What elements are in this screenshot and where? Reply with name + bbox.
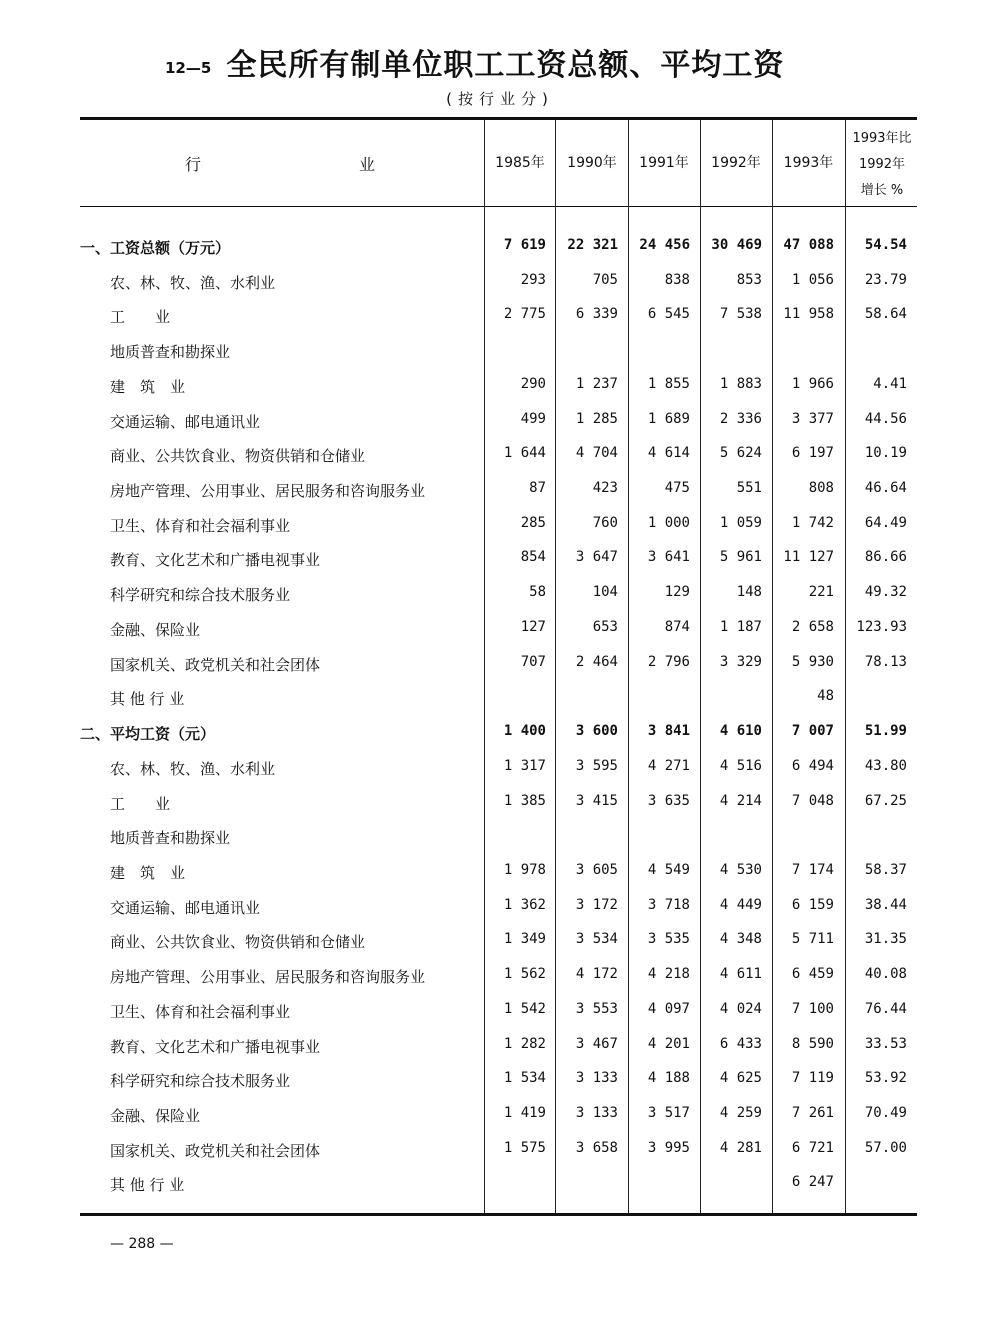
cell-value: 6 197	[791, 445, 834, 462]
cell-value: 87	[529, 480, 546, 497]
cell-value: 43.80	[864, 757, 907, 774]
cell-value: 4 348	[719, 931, 762, 948]
cell-value: 854	[520, 549, 546, 566]
column-header-1993: 1993年	[783, 155, 834, 171]
cell-value: 6 339	[575, 306, 618, 323]
table-row	[0, 1167, 1000, 1201]
cell-value: 3 600	[575, 723, 618, 740]
cell-value: 653	[592, 618, 618, 635]
row-label: 金融、保险业	[110, 1107, 201, 1125]
row-label: 农、林、牧、渔、水利业	[110, 273, 276, 292]
row-label: 交通运输、邮电通讯业	[110, 898, 261, 917]
row-label: 国家机关、政党机关和社会团体	[110, 1141, 321, 1160]
cell-value: 76.44	[864, 1000, 907, 1017]
cell-value: 11 958	[783, 306, 834, 323]
cell-value: 1 282	[503, 1035, 546, 1052]
table-row	[0, 369, 1000, 403]
cell-value: 22 321	[567, 237, 618, 253]
cell-value: 8 590	[791, 1035, 834, 1052]
cell-value: 4 097	[647, 1000, 690, 1017]
cell-value: 104	[592, 584, 618, 601]
cell-value: 1 966	[791, 375, 834, 392]
cell-value: 58.64	[864, 306, 907, 323]
cell-value: 33.53	[864, 1035, 907, 1052]
table-row	[0, 1133, 1000, 1167]
cell-value: 6 721	[791, 1139, 834, 1156]
table-row	[0, 612, 1000, 646]
table-row	[0, 924, 1000, 958]
cell-value: 4 704	[575, 445, 618, 462]
row-label: 商业、公共饮食业、物资供销和仓储业	[110, 933, 366, 952]
cell-value: 4 449	[719, 896, 762, 913]
row-label: 地质普查和勘探业	[110, 829, 231, 848]
cell-value: 6 433	[719, 1035, 762, 1052]
cell-value: 23.79	[864, 271, 907, 288]
cell-value: 4 614	[647, 445, 690, 462]
row-label: 房地产管理、公用事业、居民服务和咨询服务业	[110, 968, 426, 987]
table-row	[0, 890, 1000, 924]
table-row	[0, 959, 1000, 993]
cell-value: 3 172	[575, 896, 618, 913]
cell-value: 1 056	[791, 271, 834, 288]
cell-value: 44.56	[864, 410, 907, 427]
cell-value: 49.32	[864, 584, 907, 601]
cell-value: 6 459	[791, 966, 834, 983]
cell-value: 4 516	[719, 757, 762, 774]
column-header-industry	[185, 152, 375, 175]
cell-value: 2 658	[791, 618, 834, 635]
header-rule	[80, 206, 917, 207]
cell-value: 3 377	[791, 410, 834, 427]
cell-value: 7 048	[791, 792, 834, 809]
table-row	[0, 577, 1000, 611]
cell-value: 54.54	[864, 237, 907, 253]
cell-value: 3 133	[575, 1070, 618, 1087]
cell-value: 1 237	[575, 375, 618, 392]
table-row	[0, 647, 1000, 681]
cell-value: 290	[520, 375, 546, 392]
cell-value: 4 611	[719, 966, 762, 983]
cell-value: 51.99	[864, 723, 907, 740]
top-rule	[80, 117, 917, 120]
cell-value: 11 127	[783, 549, 834, 566]
row-label: 二、平均工资（元）	[80, 725, 216, 744]
cell-value: 838	[664, 271, 690, 288]
cell-value: 3 641	[647, 549, 690, 566]
growth-header-line: 增长 %	[860, 183, 904, 198]
cell-value: 58.37	[864, 861, 907, 878]
cell-value: 7 619	[503, 237, 546, 253]
cell-value: 3 415	[575, 792, 618, 809]
cell-value: 221	[808, 584, 834, 601]
cell-value: 874	[664, 618, 690, 635]
cell-value: 64.49	[864, 514, 907, 531]
row-label: 建 筑 业	[110, 863, 186, 882]
cell-value: 2 464	[575, 653, 618, 670]
cell-value: 1 542	[503, 1000, 546, 1017]
cell-value: 1 317	[503, 757, 546, 774]
cell-value: 1 349	[503, 931, 546, 948]
cell-value: 499	[520, 410, 546, 427]
cell-value: 10.19	[864, 445, 907, 462]
cell-value: 5 961	[719, 549, 762, 566]
bottom-rule	[80, 1213, 917, 1216]
cell-value: 1 644	[503, 445, 546, 462]
table-row	[0, 299, 1000, 333]
row-label: 国家机关、政党机关和社会团体	[110, 655, 321, 674]
cell-value: 7 119	[791, 1070, 834, 1087]
row-label: 工 业	[110, 794, 171, 813]
cell-value: 3 517	[647, 1105, 690, 1121]
cell-value: 53.92	[864, 1070, 907, 1087]
cell-value: 148	[736, 584, 762, 601]
cell-value: 705	[592, 271, 618, 288]
cell-value: 1 883	[719, 375, 762, 392]
cell-value: 1 419	[503, 1105, 546, 1121]
cell-value: 1 059	[719, 514, 762, 531]
cell-value: 4 610	[719, 723, 762, 740]
cell-value: 47 088	[783, 237, 834, 253]
table-row	[0, 1063, 1000, 1097]
cell-value: 7 174	[791, 861, 834, 878]
cell-value: 7 007	[791, 723, 834, 740]
column-header-1985: 1985年	[495, 155, 545, 171]
cell-value: 1 534	[503, 1070, 546, 1087]
cell-value: 4 530	[719, 861, 762, 878]
cell-value: 1 385	[503, 792, 546, 809]
cell-value: 2 775	[503, 306, 546, 323]
table-row	[0, 786, 1000, 820]
row-label: 一、工资总额（万元）	[80, 239, 231, 257]
cell-value: 7 261	[791, 1105, 834, 1121]
cell-value: 127	[520, 618, 546, 635]
cell-value: 293	[520, 271, 546, 288]
cell-value: 853	[736, 271, 762, 288]
table-row	[0, 542, 1000, 576]
cell-value: 1 562	[503, 966, 546, 983]
table-row	[0, 265, 1000, 299]
cell-value: 78.13	[864, 653, 907, 670]
cell-value: 5 711	[791, 931, 834, 948]
cell-value: 3 635	[647, 792, 690, 809]
table-number: 12—5	[165, 59, 212, 77]
cell-value: 3 841	[647, 723, 690, 740]
cell-value: 3 647	[575, 549, 618, 566]
cell-value: 30 469	[711, 237, 762, 253]
row-label: 工 业	[110, 308, 171, 327]
cell-value: 58	[529, 584, 546, 601]
cell-value: 86.66	[864, 549, 907, 566]
cell-value: 4 214	[719, 792, 762, 809]
table-row	[0, 751, 1000, 785]
cell-value: 7 100	[791, 1000, 834, 1017]
cell-value: 1 742	[791, 514, 834, 531]
cell-value: 6 545	[647, 306, 690, 323]
cell-value: 808	[808, 480, 834, 497]
table-title	[165, 40, 784, 84]
cell-value: 57.00	[864, 1139, 907, 1156]
cell-value: 48	[817, 688, 834, 705]
column-header-growth	[846, 126, 918, 204]
cell-value: 4 172	[575, 966, 618, 983]
cell-value: 46.64	[864, 480, 907, 497]
cell-value: 4 625	[719, 1070, 762, 1087]
table-row	[0, 855, 1000, 889]
cell-value: 7 538	[719, 306, 762, 323]
cell-value: 1 689	[647, 410, 690, 427]
cell-value: 4 201	[647, 1035, 690, 1052]
cell-value: 551	[736, 480, 762, 497]
cell-value: 285	[520, 514, 546, 531]
cell-value: 3 595	[575, 757, 618, 774]
table-row	[0, 1029, 1000, 1063]
cell-value: 6 494	[791, 757, 834, 774]
table-row	[0, 404, 1000, 438]
column-header-1992: 1992年	[711, 155, 761, 171]
row-label: 卫生、体育和社会福利事业	[110, 516, 291, 535]
cell-value: 1 978	[503, 861, 546, 878]
growth-header-line: 1993年比	[852, 131, 912, 146]
cell-value: 6 159	[791, 896, 834, 913]
table-row	[0, 438, 1000, 472]
cell-value: 423	[592, 480, 618, 497]
cell-value: 4 259	[719, 1105, 762, 1121]
cell-value: 1 362	[503, 896, 546, 913]
cell-value: 4 024	[719, 1000, 762, 1017]
industry-header-char: 业	[358, 155, 375, 174]
cell-value: 3 535	[647, 931, 690, 948]
row-label: 教育、文化艺术和广播电视事业	[110, 1037, 321, 1056]
cell-value: 5 930	[791, 653, 834, 670]
section-row	[0, 716, 1000, 750]
table-row	[0, 334, 1000, 368]
cell-value: 31.35	[864, 931, 907, 948]
row-label: 卫生、体育和社会福利事业	[110, 1002, 291, 1021]
growth-header-line: 1992年	[858, 157, 906, 172]
cell-value: 760	[592, 514, 618, 531]
cell-value: 5 624	[719, 445, 762, 462]
cell-value: 1 000	[647, 514, 690, 531]
cell-value: 475	[664, 480, 690, 497]
row-label: 交通运输、邮电通讯业	[110, 412, 261, 431]
cell-value: 1 187	[719, 618, 762, 635]
cell-value: 2 796	[647, 653, 690, 670]
row-label: 科学研究和综合技术服务业	[110, 1072, 291, 1091]
title-text: 全民所有制单位职工工资总额、平均工资	[226, 48, 785, 83]
row-label: 其 他 行 业	[110, 1176, 185, 1195]
row-label: 科学研究和综合技术服务业	[110, 586, 291, 605]
cell-value: 1 855	[647, 375, 690, 392]
table-row	[0, 681, 1000, 715]
cell-value: 4 271	[647, 757, 690, 774]
cell-value: 4 281	[719, 1139, 762, 1156]
cell-value: 3 133	[575, 1105, 618, 1121]
cell-value: 3 995	[647, 1139, 690, 1156]
cell-value: 3 605	[575, 861, 618, 878]
cell-value: 4 188	[647, 1070, 690, 1087]
cell-value: 38.44	[864, 896, 907, 913]
cell-value: 67.25	[864, 792, 907, 809]
row-label: 金融、保险业	[110, 620, 201, 639]
row-label: 商业、公共饮食业、物资供销和仓储业	[110, 447, 366, 466]
cell-value: 3 718	[647, 896, 690, 913]
cell-value: 2 336	[719, 410, 762, 427]
table-row	[0, 820, 1000, 854]
cell-value: 24 456	[639, 237, 690, 253]
cell-value: 4 218	[647, 966, 690, 983]
cell-value: 4.41	[873, 375, 907, 392]
page-number: — 288 —	[110, 1236, 174, 1252]
cell-value: 6 247	[791, 1174, 834, 1191]
table-row	[0, 994, 1000, 1028]
cell-value: 1 285	[575, 410, 618, 427]
table-subtitle: (按行业分)	[446, 90, 554, 108]
row-label: 农、林、牧、渔、水利业	[110, 759, 276, 778]
table-row	[0, 473, 1000, 507]
cell-value: 3 658	[575, 1139, 618, 1156]
cell-value: 70.49	[864, 1105, 907, 1121]
cell-value: 129	[664, 584, 690, 601]
table-row	[0, 1098, 1000, 1132]
cell-value: 707	[520, 653, 546, 670]
cell-value: 3 553	[575, 1000, 618, 1017]
table-row	[0, 508, 1000, 542]
column-header-1991: 1991年	[639, 155, 689, 171]
row-label: 建 筑 业	[110, 377, 186, 396]
section-row	[0, 230, 1000, 264]
row-label: 教育、文化艺术和广播电视事业	[110, 551, 321, 570]
cell-value: 3 329	[719, 653, 762, 670]
cell-value: 4 549	[647, 861, 690, 878]
column-header-1990: 1990年	[567, 155, 617, 171]
row-label: 房地产管理、公用事业、居民服务和咨询服务业	[110, 482, 426, 501]
cell-value: 40.08	[864, 966, 907, 983]
cell-value: 123.93	[856, 618, 907, 635]
cell-value: 1 575	[503, 1139, 546, 1156]
row-label: 地质普查和勘探业	[110, 343, 231, 362]
industry-header-char: 行	[185, 155, 202, 174]
cell-value: 3 467	[575, 1035, 618, 1052]
row-label: 其 他 行 业	[110, 690, 185, 709]
cell-value: 1 400	[503, 723, 546, 740]
cell-value: 3 534	[575, 931, 618, 948]
